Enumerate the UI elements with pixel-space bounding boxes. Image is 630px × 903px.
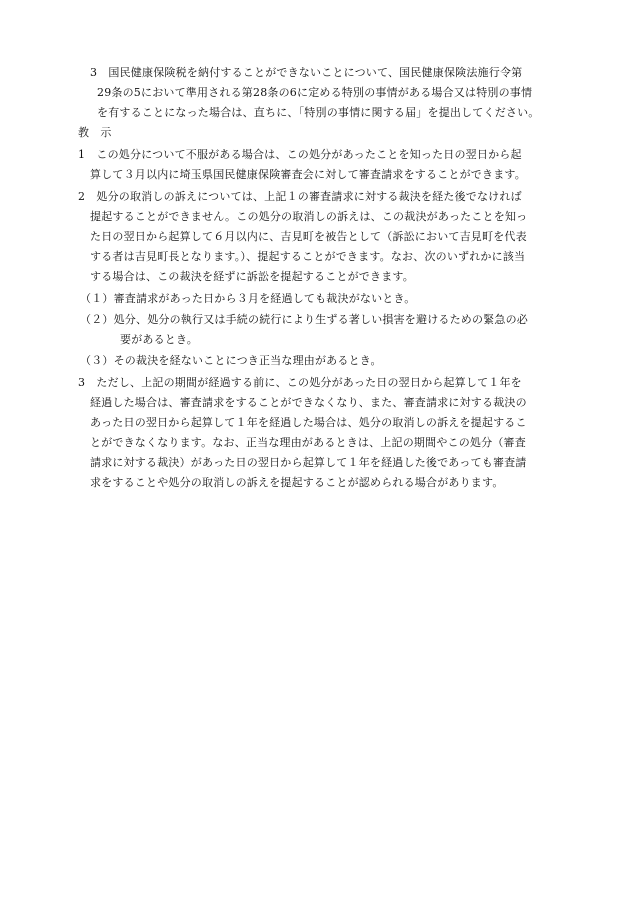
item2-line5: する場合は、この裁決を経ずに訴訟を提起することができます。 [90, 270, 414, 283]
item2-line3: た日の翌日から起算して６月以内に、吉見町を被告として（訴訟において吉見町を代表 [90, 230, 527, 243]
kyoji-heading: 教 示 [78, 126, 112, 139]
sub1-line: （１）審査請求があった日から３月を経過しても裁決がないとき。 [80, 292, 416, 305]
note3-line1: 3 国民健康保険税を納付することができないことについて、国民健康保険法施行令第 [90, 66, 523, 79]
item3-line4: とができなくなります。なお、正当な理由があるときは、上記の期間やこの処分（審査 [90, 436, 526, 449]
item3-line2: 経過した場合は、審査請求をすることができなくなり、また、審査請求に対する裁決の [90, 396, 527, 409]
item2-line1: 2 処分の取消しの訴えについては、上記１の審査請求に対する裁決を経た後でなければ [78, 190, 522, 203]
item2-line2: 提起することができません。この処分の取消しの訴えは、この裁決があったことを知っ [90, 210, 528, 223]
item3-line1: 3 ただし、上記の期間が経過する前に、この処分があった日の翌日から起算して１年を [78, 376, 522, 389]
note3-line2: 29条の5において準用される第28条の6に定める特別の事情がある場合又は特別の事情 [97, 86, 533, 99]
item1-line1: 1 この処分について不服がある場合は、この処分があったことを知った日の翌日から起 [78, 148, 522, 161]
sub2-line2: 要があるとき。 [120, 333, 198, 346]
item3-line3: あった日の翌日から起算して１年を経過した場合は、処分の取消しの訴えを提起するこ [90, 416, 527, 429]
note3-line3: を有することになった場合は、直ちに、「特別の事情に関する届」を提出してください。 [97, 106, 540, 119]
item1-line2: 算して３月以内に埼玉県国民健康保険審査会に対して審査請求をすることができます。 [90, 168, 526, 181]
item3-line6: 求をすることや処分の取消しの訴えを提起することが認められる場合があります。 [90, 476, 504, 489]
sub3-line: （３）その裁決を経ないことにつき正当な理由があるとき。 [80, 354, 382, 367]
item3-line5: 請求に対する裁決）があった日の翌日から起算して１年を経過した後であっても審査請 [90, 456, 527, 469]
sub2-line1: （２）処分、処分の執行又は手続の続行により生ずる著しい損害を避けるための緊急の必 [80, 313, 528, 326]
item2-line4: する者は吉見町長となります。）、提起することができます。なお、次のいずれかに該当 [90, 250, 526, 263]
